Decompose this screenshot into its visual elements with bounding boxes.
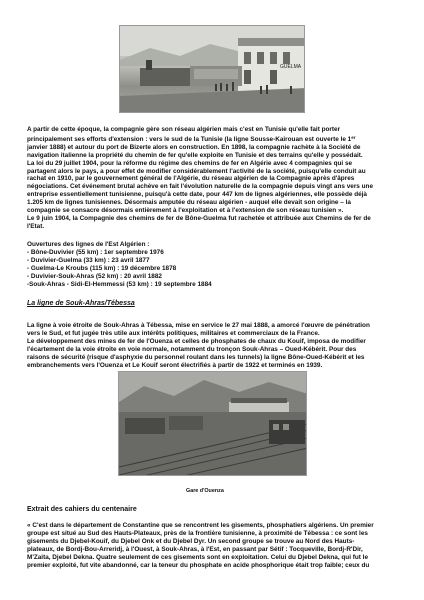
souk-ahras-paragraph: La ligne à voie étroite de Souk-Ahras à Tébessa, mise en service le 27 mai 1888, a amorcé l'œuvre de pénétration vers le Sud, et fut jugée très utile aux intérêts politiques, militaires et commerciaux de la France. Le développement des mines de fer de l'Ouenza et celles de phosphates de chaux du Kouif, imposa de modifier l'écartement de la voie étroite en voie normale, notamment du tronçon Souk-Ahras – Oued-Kébérit. Pour des raisons de sécurité (risque d'asphyxie du personnel roulant dans les tunnels) la ligne Bône-Oued-Kébérit et les embranchements vers l'Ouenza et Le Kouif seront électrifiés à partir de 1922 et terminés en 1939.: [27, 322, 370, 369]
list-item: - Guelma-Le Kroubs (115 km) : 19 décembre 1878: [27, 264, 177, 272]
list-item: - Bône-Duvivier (55 km) : 1er septembre 1976: [27, 248, 164, 256]
extract-title: Extrait des cahiers du centenaire: [27, 506, 137, 513]
history-paragraph: A partir de cette époque, la compagnie gère son réseau algérien mais c'est en Tunisie qu'elle fait porter principalement ses efforts d'extension : vers le sud de la Tunisie (la ligne Sousse-Kairouan est ouverte le 1er janvier 1888) et autour du port de Bizerte alors en construction. En 1898, la compagnie rachète à la Société de navigation italienne la propriété du chemin de fer qu'elle exploite en Tunisie et des terrains qu'elle y possédait. La loi du 29 juillet 1904, pour la réforme du régime des chemins de fer en Algérie avec 4 compagnies qui se partagent alors le pays, a pour effet de modifier considérablement l'activité de la société, puisqu'elle conduit au rachat en 1910, par le gouvernement général de l'Algérie, du réseau algérien de la Compagnie après d'âpres négociations. Cet événement brutal achève en fait l'évolution naturelle de la compagnie depuis vingt ans vers une entreprise essentiellement tunisienne, puisqu'à cette date, pour 447 km de lignes algériennes, elle possède déjà 1.205 km de lignes tunisiennes. Désormais amputée du réseau algérien - auquel elle devait son origine – la compagnie se consacre désormais entièrement à l'exploitation et à l'extension de son réseau tunisien ». Le 9 juin 1904, la Compagnie des chemins de fer de Bône-Guelma fut rachetée et attribuée aux Chemins de fer de l'Etat.: [27, 126, 373, 230]
photo-caption: Gare d'Ouenza: [186, 488, 224, 494]
centenary-extract-paragraph: « C'est dans le département de Constantine que se rencontrent les gisements, phosphatiers algériens. Un premier groupe est situé au Sud des Hauts-Plateaux, près de la frontière tunisienne, à proximité de Tébessa : ce sont les gisements du Djebel-Kouif, du Djebel Onk et du Djebel Dyr. Un second groupe se trouve au Nord des Hauts- plateaux, de Bordj-Bou-Arreridj, à l'Ouest, à Souk-Ahras, à l'Est, en passant par Sétif : Tocqueville, Bordj-R'Dir, M'Zaita, Djebel Dekna. Quatre seulement de ces gisements sont en exploitation. Celui du Djebel Dekna, qui fut le premier exploité, fut vite abandonné, car la teneur du phosphate en acide phosphorique était trop faible; ceux du: [27, 522, 374, 569]
openings-title: Ouvertures des lignes de l'Est Algérien :: [27, 241, 150, 248]
guelma-station-photo: [119, 25, 305, 113]
list-item: - Duvivier-Souk-Ahras (52 km) : 20 avril 1882: [27, 272, 162, 280]
ouenza-station-photo: [118, 371, 307, 476]
list-item: -Souk-Ahras - Sidi-El-Hemmessi (53 km) : 19 septembre 1884: [27, 280, 212, 288]
section-title: La ligne de Souk-Ahras/Tébessa: [27, 300, 135, 307]
line-openings-list: [27, 241, 403, 288]
list-item: - Duvivier-Guelma (33 km) : 23 avril 1877: [27, 256, 150, 264]
station-sign: GUELMA: [280, 64, 302, 70]
